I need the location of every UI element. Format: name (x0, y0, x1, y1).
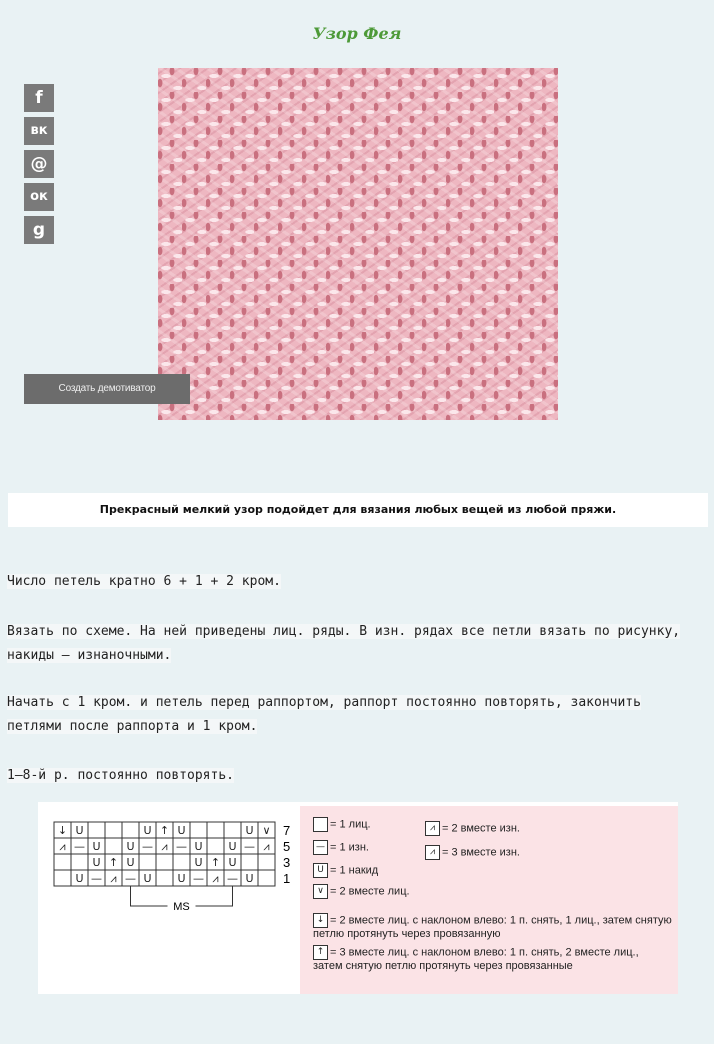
chart-cell (258, 854, 275, 870)
paragraph-start: Начать с 1 кром. и петель перед раппортом, раппорт постоянно повторять, закончить петлями после раппорта и 1 кром. (7, 695, 641, 734)
chart-cell (207, 838, 224, 854)
legend-p3tog: ⩘ = 3 вместе изн. (425, 845, 520, 860)
purl-symbol-icon: — (313, 840, 328, 855)
chart-cell (139, 854, 156, 870)
chart-symbol: ⩘ (263, 840, 270, 853)
chart-symbol: U (126, 856, 135, 869)
legend-k2tog: ∨ = 2 вместе лиц. (313, 884, 410, 899)
chart-symbol: ⩘ (212, 872, 219, 885)
yarn-over-symbol-icon: U (313, 863, 328, 878)
legend-ssk: ↓ = 2 вместе лиц. с наклоном влево: 1 п. снять, 1 лиц., затем снятую петлю протянуть через провязанную (313, 914, 672, 940)
chart-symbol: U (92, 856, 101, 869)
row-number: 7 (283, 823, 291, 838)
chart-symbol: U (245, 824, 254, 837)
chart-cell (156, 854, 173, 870)
chart-symbol: ⩘ (59, 840, 66, 853)
mail-icon[interactable]: @ (24, 150, 54, 178)
google-icon[interactable]: g (24, 216, 54, 244)
vk-icon[interactable]: вк (24, 117, 54, 145)
row-number: 3 (283, 855, 291, 870)
legend-yarn-over: U = 1 накид (313, 863, 378, 878)
stitch-chart (52, 820, 302, 920)
chart-symbol: U (92, 840, 101, 853)
chart-symbol: ↑ (159, 824, 170, 837)
chart-symbol: ∨ (262, 824, 271, 837)
sk2po-symbol-icon: ↑ (313, 945, 328, 960)
create-demotivator-button[interactable]: Создать демотиватор (24, 374, 190, 404)
chart-symbol: U (143, 824, 152, 837)
chart-cell (71, 854, 88, 870)
k2tog-symbol-icon: ∨ (313, 884, 328, 899)
chart-symbol: U (245, 872, 254, 885)
intro-banner: Прекрасный мелкий узор подойдет для вязания любых вещей из любой пряжи. (8, 493, 708, 527)
chart-cell (207, 822, 224, 838)
chart-symbol: ↓ (57, 824, 68, 837)
chart-cell (241, 854, 258, 870)
chart-symbol: — (74, 840, 85, 853)
chart-cell (88, 822, 105, 838)
repeat-label: MS (173, 901, 190, 913)
chart-cell (122, 822, 139, 838)
social-share-bar (24, 84, 54, 249)
chart-symbol: — (176, 840, 187, 853)
chart-cell (258, 870, 275, 886)
p2tog-symbol-icon: ⩘ (425, 821, 440, 836)
chart-symbol: — (244, 840, 255, 853)
chart-symbol: ⩘ (161, 840, 168, 853)
p3tog-symbol-icon: ⩘ (425, 845, 440, 860)
chart-cell (190, 822, 207, 838)
chart-cell (54, 854, 71, 870)
page-title: Узор Фея (312, 24, 402, 43)
ssk-symbol-icon: ↓ (313, 913, 328, 928)
chart-cell (54, 870, 71, 886)
chart-symbol: U (194, 840, 203, 853)
chart-symbol: — (193, 872, 204, 885)
pattern-photo (158, 68, 558, 420)
paragraph-repeat: 1–8-й р. постоянно повторять. (7, 768, 234, 783)
chart-symbol: — (142, 840, 153, 853)
odnoklassniki-icon[interactable]: ок (24, 183, 54, 211)
chart-cell (173, 854, 190, 870)
legend-sk2po: ↑ = 3 вместе лиц. с наклоном влево: 1 п. снять, 2 вместе лиц., затем снятую петлю протянуть через провязанные (313, 946, 639, 972)
paragraph-stitch-count: Число петель кратно 6 + 1 + 2 кром. (7, 574, 281, 589)
chart-symbol: — (91, 872, 102, 885)
chart-cell (156, 870, 173, 886)
chart-cell (105, 838, 122, 854)
row-number: 1 (283, 871, 291, 886)
paragraph-scheme: Вязать по схеме. На ней приведены лиц. ряды. В изн. рядах все петли вязать по рисунку, накиды – изнаночными. (7, 624, 681, 663)
legend-p2tog: ⩘ = 2 вместе изн. (425, 821, 520, 836)
legend-purl: — = 1 изн. (313, 840, 369, 855)
chart-symbol: U (177, 824, 186, 837)
knit-symbol-icon (313, 817, 328, 832)
chart-cell (224, 822, 241, 838)
chart-symbol: U (126, 840, 135, 853)
chart-symbol: U (194, 856, 203, 869)
chart-symbol: ⩘ (110, 872, 117, 885)
row-number: 5 (283, 839, 291, 854)
chart-symbol: ↑ (210, 856, 221, 869)
chart-symbol: U (228, 856, 237, 869)
chart-symbol: ↑ (108, 856, 119, 869)
chart-symbol: U (75, 824, 84, 837)
chart-symbol: U (177, 872, 186, 885)
chart-symbol: U (143, 872, 152, 885)
legend-knit: = 1 лиц. (313, 817, 371, 832)
chart-symbol: U (75, 872, 84, 885)
chart-symbol: — (227, 872, 238, 885)
chart-symbol: U (228, 840, 237, 853)
chart-symbol: — (125, 872, 136, 885)
facebook-icon[interactable]: f (24, 84, 54, 112)
chart-cell (105, 822, 122, 838)
